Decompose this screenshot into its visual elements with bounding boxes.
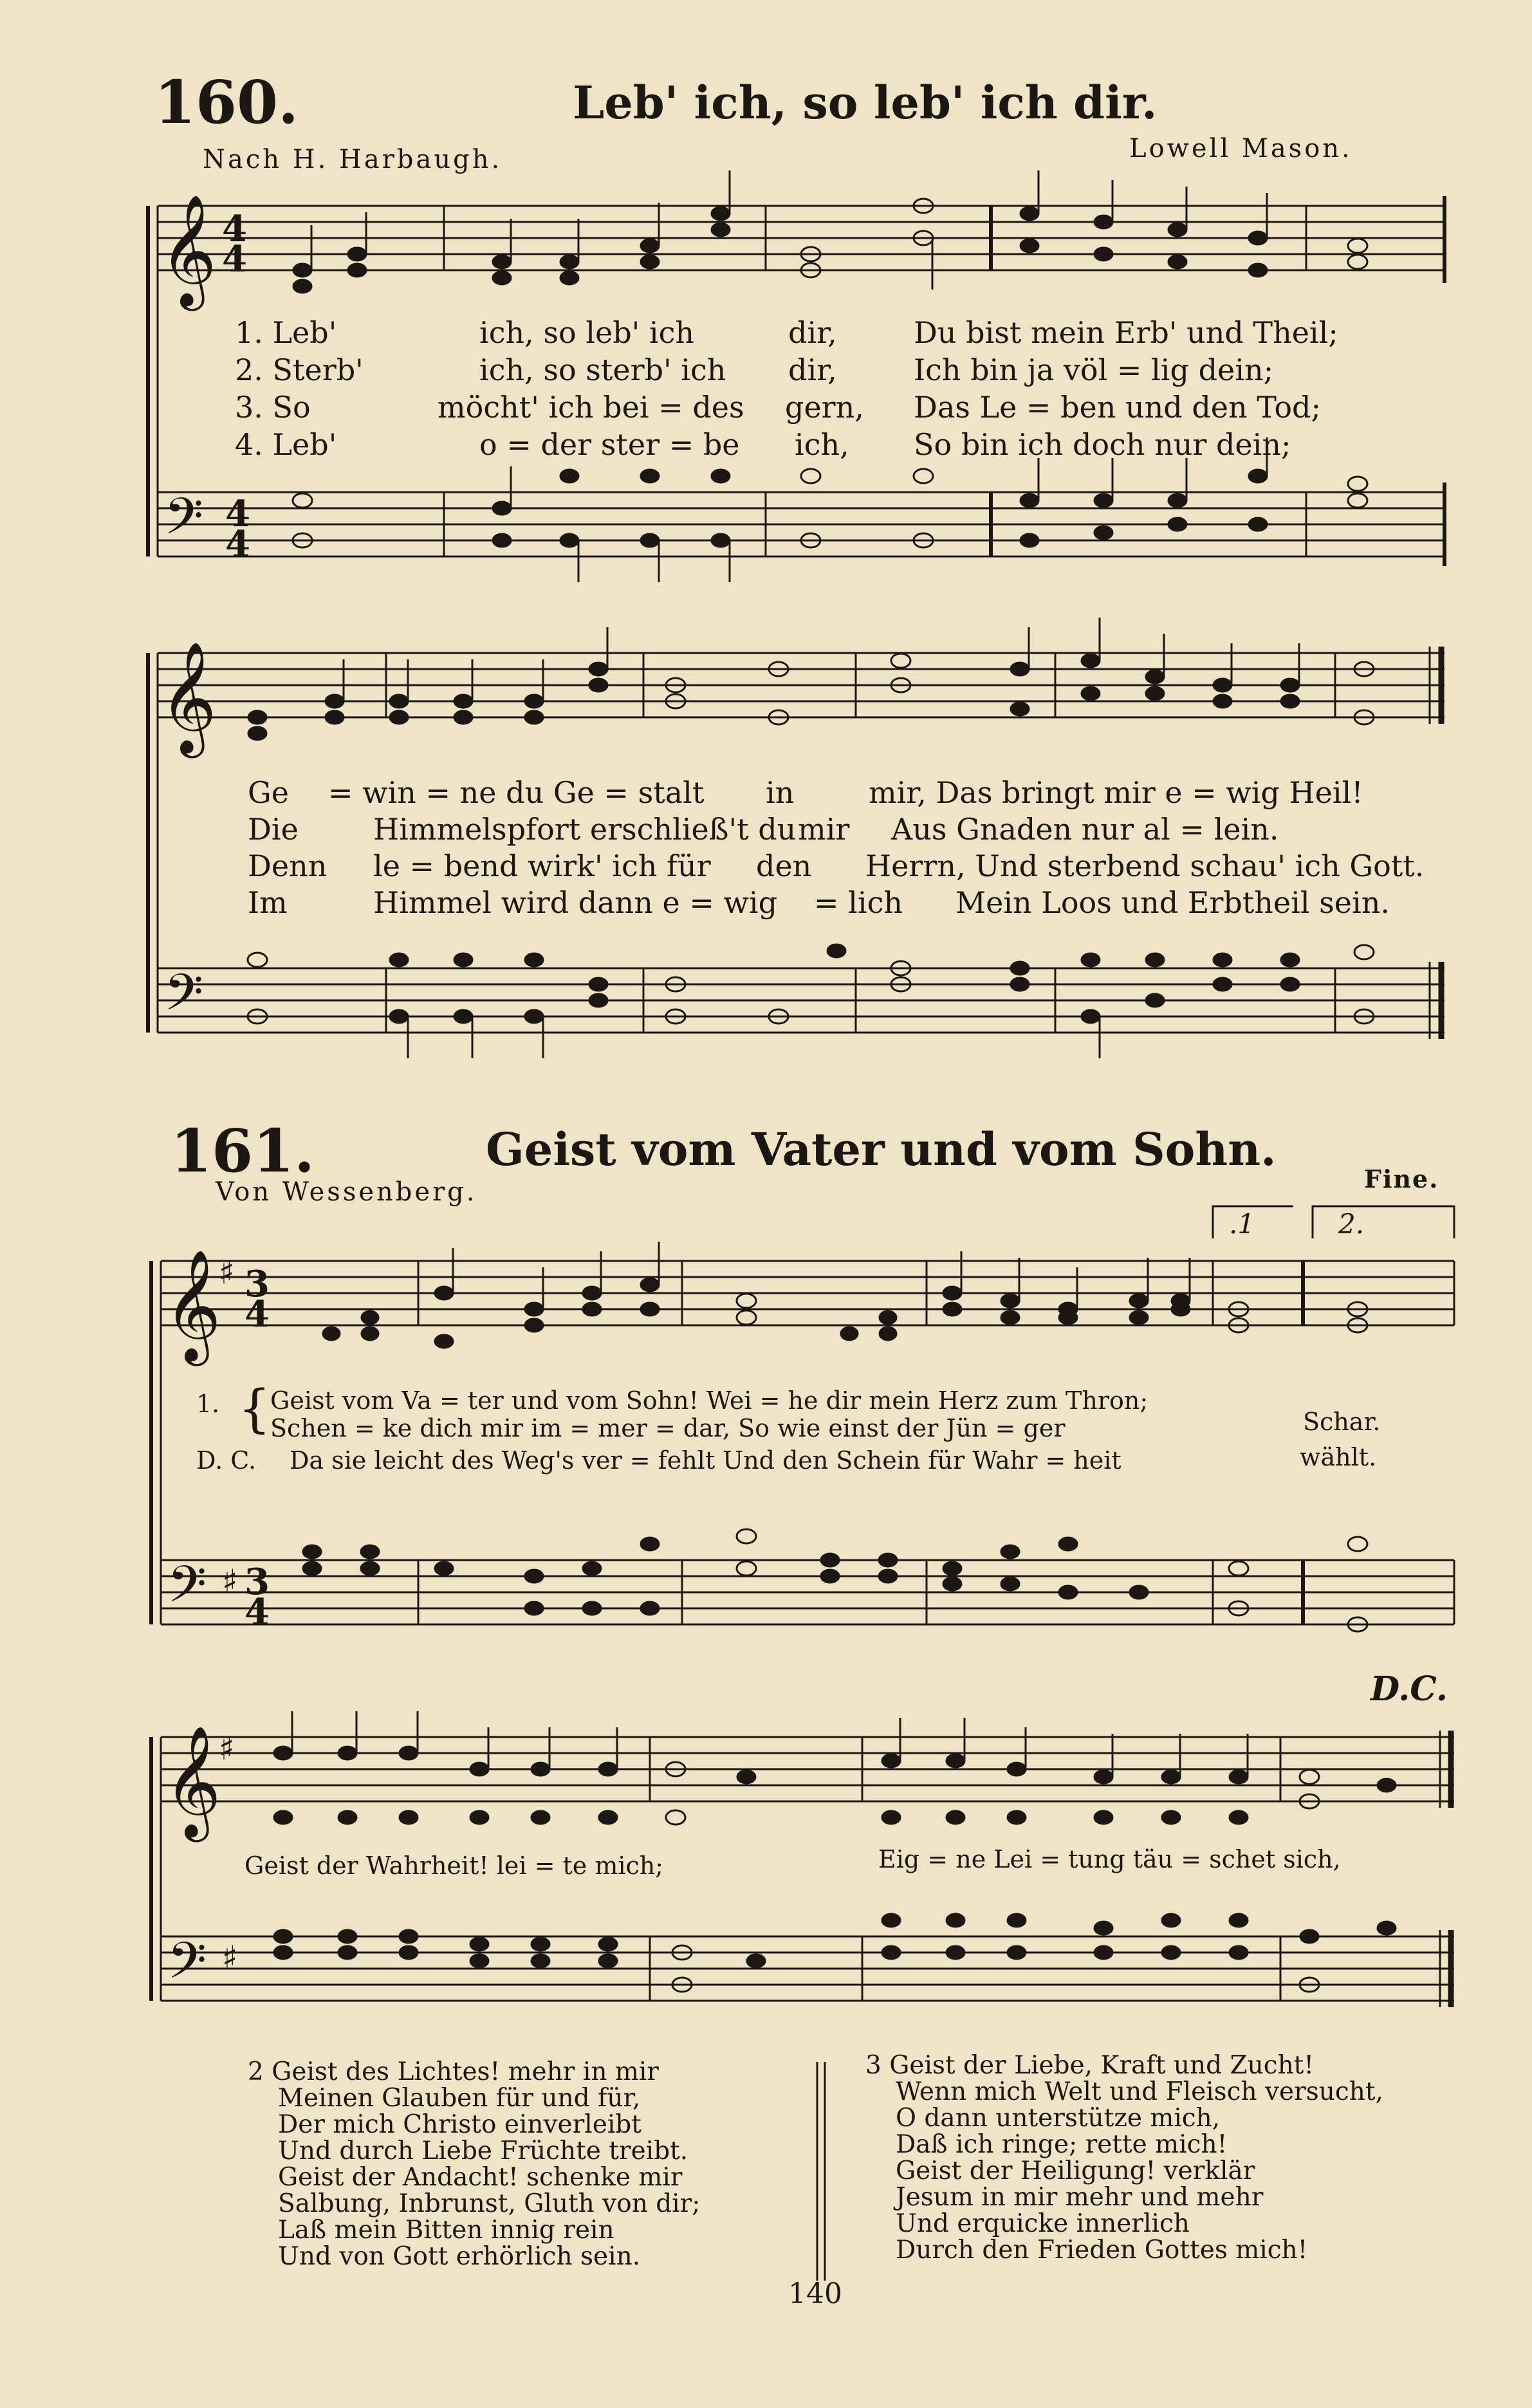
svg-text:𝄢: 𝄢 [164,964,204,1034]
svg-text:4: 4 [225,523,250,565]
hymn-161-dc-line: Da sie leicht des Weg's ver = fehlt Und den Schein für Wahr = heit [290,1446,1121,1475]
hymn-161-line-3b: Eig = ne Lei = tung täu = schet sich, [878,1845,1341,1873]
dc-marker: D.C. [1370,1669,1448,1709]
svg-text:♯: ♯ [222,1563,238,1600]
hymn-160-number: 160. [154,68,299,137]
bass-clef: 𝄢 [164,488,204,558]
svg-text:𝄞: 𝄞 [164,1249,221,1361]
second-ending-label: 2. [1338,1208,1365,1240]
svg-text:4: 4 [245,1591,270,1633]
staff-161-1-bass [161,1560,1454,1624]
hymn-161-line-2-end: Schar. [1303,1408,1381,1436]
svg-text:𝄞: 𝄞 [164,1725,221,1837]
verse-brace: { [238,1379,271,1438]
svg-text:4: 4 [225,493,250,535]
staff-160-2-treble [158,653,1444,717]
svg-text:4: 4 [222,238,247,280]
treble-clef: 𝄞 [160,194,217,306]
svg-text:♯: ♯ [219,1730,235,1767]
hymn-161-title: Geist vom Vater und vom Sohn. [486,1123,1277,1176]
svg-text:♯: ♯ [222,1939,238,1976]
staff-161-2-treble [161,1737,1454,1801]
hymn-161-number: 161. [171,1116,315,1186]
first-ending-label: .1 [1229,1208,1255,1240]
hymn-160-title: Leb' ich, so leb' ich dir. [573,76,1158,129]
svg-text:𝄞: 𝄞 [160,641,217,753]
hymn-161-verse-number: 1. [196,1390,220,1418]
svg-text:𝄢: 𝄢 [167,1556,207,1626]
hymn-160-author: Nach H. Harbaugh. [203,145,503,174]
hymn-161-line-2: Schen = ke dich mir im = mer = dar, So wie einst der Jün = ger [270,1414,1066,1442]
svg-text:♯: ♯ [219,1254,235,1291]
svg-text:4: 4 [245,1293,270,1336]
svg-text:4: 4 [222,208,247,250]
dc-label: D. C. [196,1446,257,1475]
staff-161-1-treble [161,1261,1454,1325]
svg-text:3: 3 [245,1263,270,1305]
hymn-160-composer: Lowell Mason. [1129,134,1352,163]
hymn-161-line-1: Geist vom Va = ter und vom Sohn! Wei = he dir mein Herz zum Thron; [270,1386,1149,1415]
stanza-3: 3 Geist der Liebe, Kraft und Zucht! Wenn mich Welt und Fleisch versucht, O dann unterstütze mich, Daß ich ringe; rette mich! Geist der Heiligung! verklär Jesum in mir mehr und mehr Und erquicke innerlich Durch den Frieden Gottes mich! [865,2051,1383,2265]
svg-text:𝄢: 𝄢 [167,1932,207,2003]
hymn-161-dc-line-end: wählt. [1300,1443,1377,1471]
fine-marker: Fine. [1364,1164,1439,1193]
page-number: 140 [788,2277,842,2310]
stanza-2: 2 Geist des Lichtes! mehr in mir Meinen Glauben für und für, Der mich Christo einverleibt Und durch Liebe Früchte treibt. Geist der Andacht! schenke mir Salbung, Inbrunst, Gluth von dir; Laß mein Bitten innig rein Und von Gott erhörlich sein. [248,2057,701,2271]
note-heads [248,199,1396,1992]
svg-text:3: 3 [245,1561,270,1603]
staff-161-2-bass [161,1936,1454,2001]
hymn-161-line-3a: Geist der Wahrheit! lei = te mich; [245,1852,664,1880]
staff-160-2-bass [158,968,1444,1033]
hymn-161-author: Von Wessenberg. [216,1177,477,1207]
